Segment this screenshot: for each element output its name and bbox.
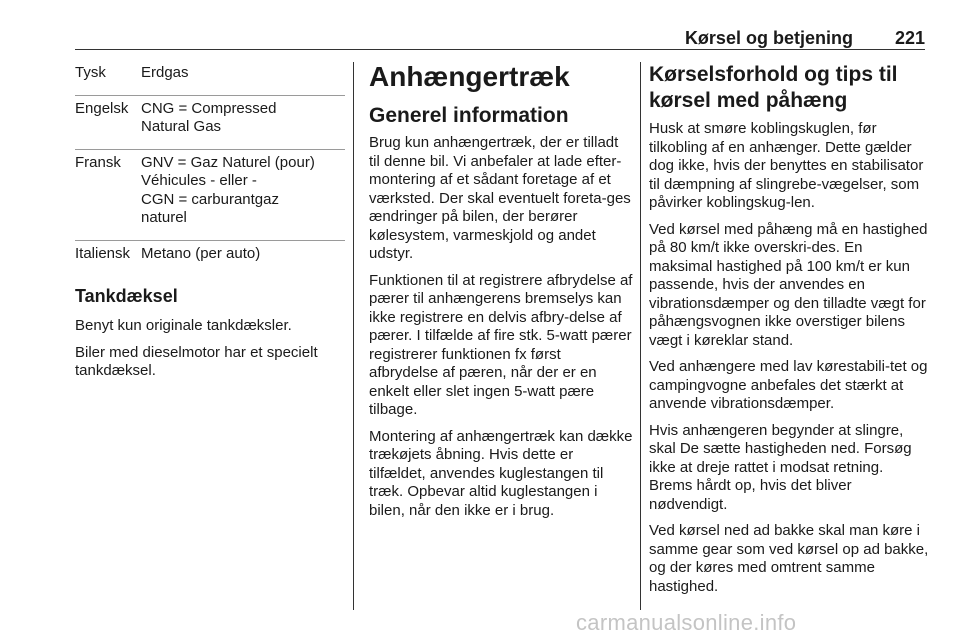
- paragraph: Ved kørsel ned ad bakke skal man køre i samme gear som ved kørsel op ad bakke, og der køres med omtrent samme hastighed.: [649, 522, 929, 595]
- column-middle: [369, 62, 633, 528]
- generel-information-heading: Generel information: [369, 104, 569, 127]
- paragraph: Husk at smøre koblingskuglen, før tilkobling af en anhænger. Dette gælder dog ikke, hvis der benyttes en stabilisator til dæmpning af slingrebe-vægelser, som påvirker koblingskug-len.: [649, 120, 924, 211]
- column-left: [75, 62, 345, 389]
- paragraph: Brug kun anhængertræk, der er tilladt til denne bil. Vi anbefaler at lade efter-montering af et sådant foretage af et værksted. Der skal eventuelt foreta-ges ændringer på bilen, der berører kølesystem, varmeskjold og andet udstyr.: [369, 134, 631, 262]
- paragraph: Montering af anhængertræk kan dække trækøjets åbning. Hvis dette er tilfældet, anvendes kuglestangen til træk. Opbevar altid kuglestangen i bilen, når den ikke er i brug.: [369, 427, 633, 519]
- column-right: [649, 62, 929, 604]
- table-row: [75, 96, 345, 150]
- paragraph: Ved anhængere med lav kørestabili-tet og campingvogne anbefales det stærkt at anvende vibrationsdæmper.: [649, 358, 928, 412]
- paragraph: Funktionen til at registrere afbrydelse af pærer til anhængerens bremselys kan ikke registrere en delvis afbry-delse af pærer. I tilfælde af fire stk. 5-watt pærer registrerer funktionen fx først afbrydelse af pæren, når der er en enkelt eller slet ingen 5-watt pære tilbage.: [369, 271, 633, 418]
- paragraph: Benyt kun originale tankdæksler.: [75, 317, 292, 334]
- table-cell-language: Engelsk: [75, 99, 129, 117]
- tankdaeksel-heading: Tankdæksel: [75, 286, 178, 306]
- page-header: [75, 28, 925, 48]
- table-cell-language: Fransk: [75, 153, 121, 171]
- table-cell-language: Italiensk: [75, 244, 131, 262]
- table-cell-term: CNG = Compressed Natural Gas: [141, 99, 277, 135]
- page-number: 221: [894, 28, 925, 48]
- paragraph: Hvis anhængeren begynder at slingre, skal De sætte hastigheden ned. Forsøg ikke at dreje rattet i modsat retning. Brems hårdt op, hvis det bliver nødvendigt.: [649, 421, 912, 513]
- paragraph: Ved kørsel med påhæng må en hastighed på 80 km/t ikke overskri-des. En maksimal hastighed på 100 km/t er kun passende, hvis der anvendes en vibrationsdæmper og den tilladte vægt for påhængsvognen ikke overstiger bilens vægt i køreklar stand.: [649, 220, 928, 349]
- koerselsforhold-heading: Kørselsforhold og tips til kørsel med påhæng: [649, 63, 898, 112]
- table-row: [75, 241, 345, 276]
- table-cell-term: Erdgas: [141, 64, 189, 81]
- column-divider-right: [640, 62, 641, 610]
- column-divider-left: [353, 62, 354, 610]
- anhaengertraek-heading: Anhængertræk: [369, 61, 570, 92]
- chapter-title: Kørsel og betjening: [684, 28, 853, 48]
- table-row: [75, 150, 345, 241]
- table-cell-language: Tysk: [75, 64, 106, 81]
- watermark: carmanualsonline.info: [576, 610, 797, 635]
- table-cell-term: Metano (per auto): [141, 244, 261, 262]
- header-rule: [75, 49, 925, 50]
- table-row: [75, 62, 345, 96]
- table-cell-term: GNV = Gaz Naturel (pour) Véhicules - eller - CGN = carburantgaz naturel: [141, 153, 315, 226]
- paragraph: Biler med dieselmotor har et specielt tankdæksel.: [75, 343, 318, 379]
- fuel-name-table: [75, 62, 345, 275]
